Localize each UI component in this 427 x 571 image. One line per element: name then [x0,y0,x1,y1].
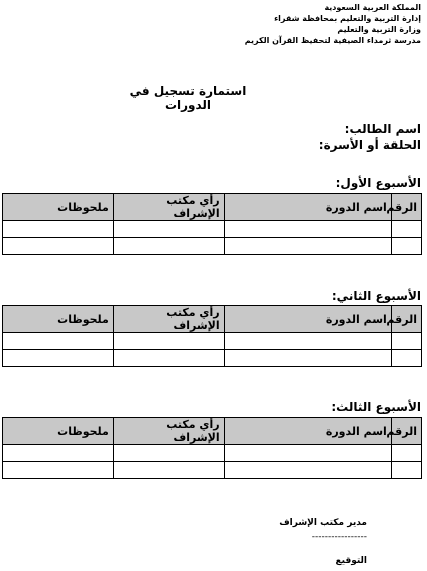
table-cell[interactable] [3,350,114,367]
table-header-row [3,306,422,333]
header-line-school: مدرسة ثرمداء الصيفية لتحفيظ القرآن الكريم [244,36,421,45]
header-line-country: المملكة العربية السعودية [324,3,421,12]
table-cell[interactable] [391,333,421,350]
col-notes-header: ملحوظات [3,306,114,333]
table-cell[interactable] [391,462,421,479]
table-cell[interactable] [3,221,114,238]
circle-label: الحلقة أو الأسرة: [318,138,421,152]
table-cell[interactable] [113,333,224,350]
week-1-label: الأسبوع الأول: [335,176,421,190]
signature-line: ----------------- [311,532,367,542]
header-line-ministry: وزارة التربية والتعليم [337,25,421,34]
col-supervision-header: رأي مكتب الإشراف [113,194,224,221]
week-3-label: الأسبوع الثالث: [331,400,421,414]
table-cell[interactable] [113,350,224,367]
col-number-header: الرقم [391,194,421,221]
table-cell[interactable] [113,221,224,238]
table-header-row [3,194,422,221]
table-row [3,333,422,350]
header-line-department: إدارة التربية والتعليم بمحافظة شقراء [274,14,421,23]
week-3-table [2,417,422,479]
table-cell[interactable] [113,238,224,255]
col-course-header: اسم الدورة [224,194,391,221]
table-cell[interactable] [224,462,391,479]
table-cell[interactable] [3,333,114,350]
week-2-table [2,305,422,367]
col-course-header: اسم الدورة [224,418,391,445]
col-supervision-header: رأي مكتب الإشراف [113,306,224,333]
table-cell[interactable] [113,445,224,462]
student-name-label: اسم الطالب: [344,122,421,136]
table-cell[interactable] [3,445,114,462]
table-cell[interactable] [224,445,391,462]
table-row [3,221,422,238]
col-supervision-header: رأي مكتب الإشراف [113,418,224,445]
form-title: استمارة تسجيل في الدورات [129,84,247,112]
col-notes-header: ملحوظات [3,194,114,221]
table-cell[interactable] [224,350,391,367]
table-cell[interactable] [391,238,421,255]
table-cell[interactable] [391,445,421,462]
table-cell[interactable] [224,238,391,255]
table-row [3,445,422,462]
table-cell[interactable] [224,333,391,350]
table-header-row [3,418,422,445]
col-number-header: الرقم [391,306,421,333]
document-header [245,2,421,46]
table-row [3,238,422,255]
col-course-header: اسم الدورة [224,306,391,333]
table-cell[interactable] [113,462,224,479]
table-cell[interactable] [391,221,421,238]
signature-label: التوقيع [335,556,367,566]
week-2-label: الأسبوع الثاني: [331,289,421,303]
table-cell[interactable] [224,221,391,238]
table-cell[interactable] [3,462,114,479]
week-1-table [2,193,422,255]
director-label: مدير مكتب الإشراف [279,518,367,528]
table-cell[interactable] [3,238,114,255]
col-number-header: الرقم [391,418,421,445]
table-cell[interactable] [391,350,421,367]
col-notes-header: ملحوظات [3,418,114,445]
table-row [3,462,422,479]
table-row [3,350,422,367]
